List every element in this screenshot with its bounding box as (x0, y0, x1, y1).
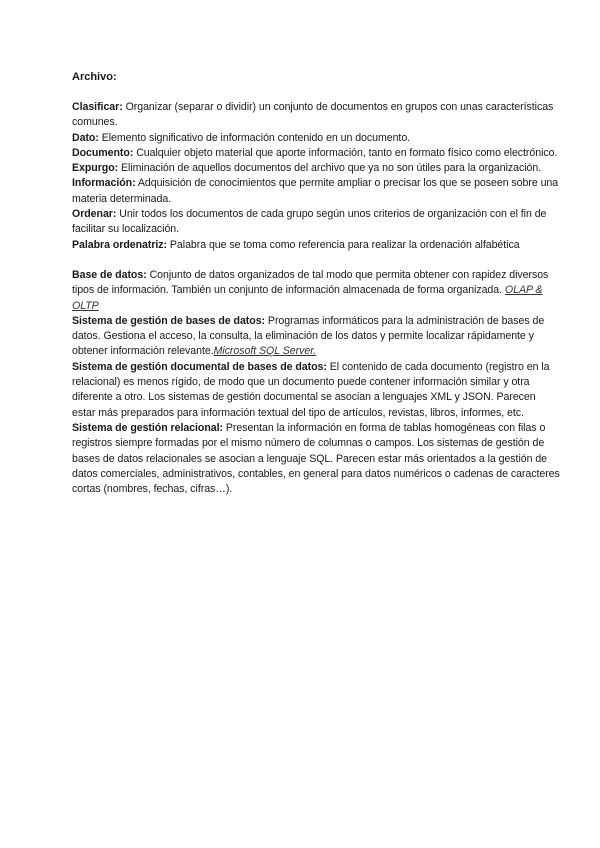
definition-documento (72, 146, 560, 161)
definition-text: Presentan la información en forma de tablas homogéneas con filas o registros siempre formadas por el mismo número de columnas o campos. Los sistemas de gestión de bases de datos relacionales se asocian a lenguaje SQL. Parecen estar más orientados a la gestión de datos comerciales, administrativos, contables, en general para datos numéricos o cadenas de caracteres cortas (nombres, fechas, cifras…). (72, 421, 560, 496)
term: Sistema de gestión documental de bases de datos: (72, 360, 327, 373)
definition-base-de-datos (72, 268, 560, 314)
definition-expurgo (72, 161, 560, 176)
definition-text: El contenido de cada documento (registro en la relacional) es menos rígido, de modo que un documento puede contener información similar y otra diferente a otro. Los sistemas de gestión documental se asocian a lenguajes XML y JSON. Parecen estar más preparados para información textual del tipo de artículos, revistas, libros, informes, etc. (72, 360, 550, 419)
definition-text: Conjunto de datos organizados de tal modo que permita obtener con rapidez diversos tipos de información. También un conjunto de información almacenada de forma organizada. (72, 268, 549, 297)
document-heading: Archivo: (72, 71, 117, 83)
definition-palabra-ordenatriz (72, 238, 560, 253)
definitions-archivo (72, 100, 560, 253)
term: Información: (72, 177, 136, 190)
definition-sgd (72, 360, 560, 421)
definition-text: Programas informáticos para la administración de bases de datos. Gestiona el acceso, la consulta, la eliminación de los datos y permite localizar rápidamente y obtener información relevante. (72, 314, 545, 358)
definition-text: Unir todos los documentos de cada grupo según unos criterios de organización con el fin de facilitar su localización. (72, 208, 547, 236)
term: Base de datos: (72, 268, 147, 281)
term: Documento: (72, 146, 134, 159)
term: Sistema de gestión relacional: (72, 421, 223, 434)
definition-dato (72, 131, 560, 146)
sql-server-link[interactable]: Microsoft SQL Server. (213, 345, 317, 358)
olap-oltp-link[interactable]: OLAP & OLTP (72, 284, 543, 312)
term: Palabra ordenatriz: (72, 238, 168, 251)
definition-sgbd (72, 314, 560, 360)
definition-text: Cualquier objeto material que aporte información, tanto en formato físico como electrónico. (133, 146, 558, 159)
definition-text: Organizar (separar o dividir) un conjunto de documentos en grupos con unas características comunes. (72, 101, 554, 129)
term: Dato: (72, 131, 99, 144)
term: Clasificar: (72, 101, 123, 113)
definition-text: Elemento significativo de información contenido en un documento. (98, 131, 411, 144)
definition-text: Eliminación de aquellos documentos del archivo que ya no son útiles para la organización. (118, 162, 542, 175)
definition-ordenar (72, 207, 560, 238)
definition-sgr (72, 421, 560, 497)
section-spacer (72, 253, 560, 268)
term: Expurgo: (72, 162, 119, 175)
definition-text: Adquisición de conocimientos que permite ampliar o precisar los que se poseen sobre una materia determinada. (72, 177, 559, 205)
definition-text: Palabra que se toma como referencia para realizar la ordenación alfabética (167, 238, 520, 251)
term: Ordenar: (72, 208, 117, 221)
definitions-bases-de-datos (72, 268, 560, 497)
definition-clasificar (72, 100, 560, 131)
definition-informacion (72, 176, 560, 207)
term: Sistema de gestión de bases de datos: (72, 314, 266, 327)
